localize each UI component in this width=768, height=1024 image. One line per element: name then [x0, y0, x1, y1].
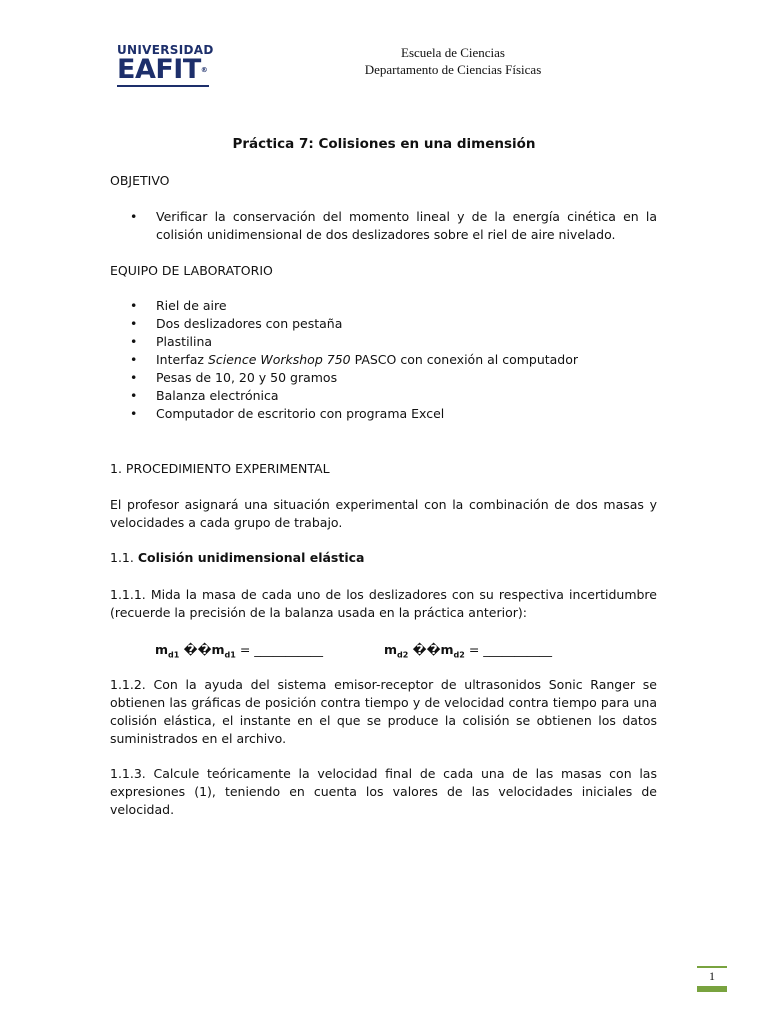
list-item: • Balanza electrónica	[110, 387, 657, 405]
page-number-bottom-bar	[697, 986, 727, 992]
logo-top-text: UNIVERSIDAD	[117, 43, 214, 57]
logo-main-text: EAFIT®	[117, 54, 208, 85]
mass-2-field: $m_{d2}$ $��m_{d2}$ = ___________	[384, 642, 553, 660]
list-item: • Pesas de 10, 20 y 50 gramos	[110, 369, 657, 387]
list-item: • Computador de escritorio con programa Excel	[110, 405, 657, 423]
list-item: • Verificar la conservación del momento lineal y de la energía cinética en la colisión unidimensional de dos deslizadores sobre el riel de aire nivelado.	[110, 208, 657, 244]
page-number-box	[697, 966, 727, 992]
page-title: Práctica 7: Colisiones en una dimensión	[232, 136, 536, 152]
header-school: Escuela de Ciencias	[401, 45, 505, 60]
paragraph-1-1-3: 1.1.3. Calcule teóricamente la velocidad final de cada una de las masas con las expresiones (1), teniendo en cuenta los valores de las velocidades iniciales de velocidad.	[110, 766, 657, 817]
page-number: 1	[709, 969, 715, 983]
objetivo-heading: OBJETIVO	[110, 173, 170, 188]
list-item: • Dos deslizadores con pestaña	[110, 315, 657, 333]
list-item: • Riel de aire	[110, 297, 657, 315]
list-item-interfaz: • Interfaz Science Workshop 750 PASCO con conexión al computador	[110, 351, 657, 369]
equipo-heading: EQUIPO DE LABORATORIO	[110, 263, 273, 278]
paragraph-1-1-1: 1.1.1. Mida la masa de cada uno de los deslizadores con su respectiva incertidumbre (recuerde la precisión de la balanza usada en la práctica anterior):	[110, 587, 657, 620]
objetivo-list	[110, 208, 657, 244]
document-header	[300, 44, 606, 78]
list-item: • Plastilina	[110, 333, 657, 351]
procedimiento-intro: El profesor asignará una situación experimental con la combinación de dos masas y velocidades a cada grupo de trabajo.	[110, 497, 657, 530]
logo-underline	[117, 85, 209, 87]
mass-1-field: $m_{d1}$ $��m_{d1}$ = ___________	[155, 642, 324, 660]
university-logo	[117, 44, 217, 90]
procedimiento-heading: 1. PROCEDIMIENTO EXPERIMENTAL	[110, 461, 330, 476]
page-number-top-rule	[697, 966, 727, 968]
equipo-list	[110, 297, 657, 423]
subsection-heading: 1.1. Colisión unidimensional elástica	[110, 550, 365, 565]
paragraph-1-1-2: 1.1.2. Con la ayuda del sistema emisor-receptor de ultrasonidos Sonic Ranger se obtienen las gráficas de posición contra tiempo y de velocidad contra tiempo para una colisión elástica, el instante en el que se produce la colisión se obtienen los datos suministrados en el archivo.	[110, 677, 657, 746]
header-department: Departamento de Ciencias Físicas	[364, 62, 542, 77]
